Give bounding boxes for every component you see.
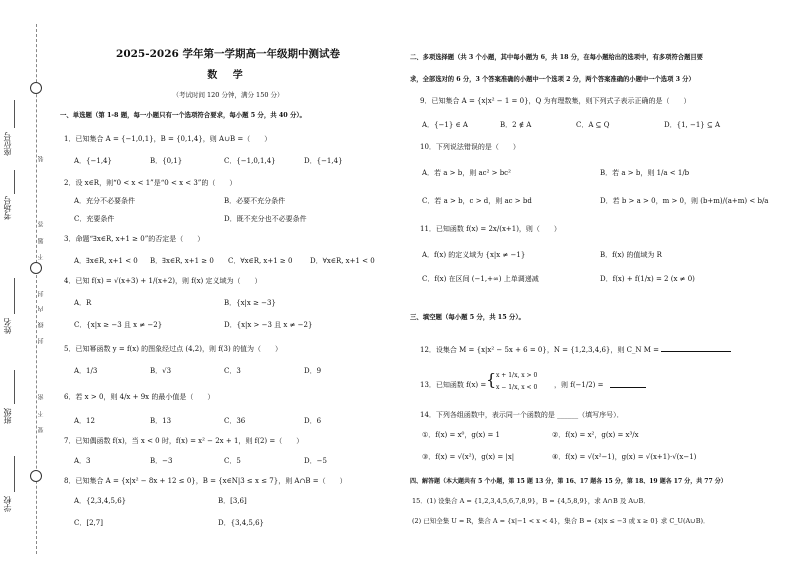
question-10: 10．下列说法错误的是（ ） [420,143,520,151]
option: B．{0,1} [150,157,183,165]
question-14: 14．下列各组函数中，表示同一个函数的是 ______（填写序号）． [420,411,624,419]
option: D．既不充分也不必要条件 [224,215,307,223]
question-13-tail: ，则 f(−1/2) = [554,381,604,389]
binding-strip [0,0,52,566]
question-6: 6．若 x > 0，则 4/x + 9x 的最小值是（ ） [64,393,215,401]
option: B．√3 [150,367,172,375]
question-11: 11．已知函数 f(x) = 2x/(x+1)，则（ ） [420,225,561,233]
question-7: 7．已知偶函数 f(x)，当 x < 0 时，f(x) = x² − 2x + 1，则 f(2) =（ ） [64,437,304,445]
section-heading: 一、单选题（第 1-8 题，每一小题只有一个选项符合要求，每小题 5 分，共 40 分）。 [60,111,306,119]
option: A．3 [74,457,91,465]
answer-blank[interactable] [661,344,731,352]
brace-icon: { [486,370,497,389]
option: B．13 [150,417,172,425]
question-5: 5．已知幂函数 y = f(x) 的图象经过点 (4,2)，则 f(3) 的值为（ ） [64,345,282,353]
option: A．f(x) 的定义域为 {x|x ≠ −1} [422,251,526,259]
exam-title: 2025-2026 学年第一学期高一年级期中测试卷 [116,48,340,60]
option: D．6 [304,417,322,425]
seal-word: 要 [38,421,45,433]
option: B．∃x∈R, x+1 ≥ 0 [150,257,214,265]
question-1: 1．已知集合 A = {−1,0,1}，B = {0,1,4}，则 A∪B =（ ） [64,135,272,143]
question-8: 8．已知集合 A = {x|x² − 8x + 12 ≤ 0}，B = {x∈N|3 ≤ x ≤ 7}，则 A∩B =（ ） [64,477,347,485]
section-heading-cont: 求，全部选对的 6 分，3 个答案准确的小题中一个选项 2 分，两个答案准确的小题中一个选项 3 分） [410,76,695,83]
question-9: 9．已知集合 A = {x|x² − 1 = 0}，Q 为有理数集，则下列式子表示正确的是（ ） [420,97,691,105]
option: C．{−1,0,1,4} [224,157,276,165]
option: A．∃x∈R, x+1 < 0 [74,257,138,265]
name-line [14,278,15,314]
school-label: 学校 [3,496,12,512]
option: ②．f(x) = x²，g(x) = x³/x [552,431,639,439]
section-heading: 二、多项选择题（共 3 个小题，其中每小题为 6，共 18 分，在每小题给出的选项中，有多项符合题目要 [410,54,703,61]
option: A．若 a > b，则 ac² > bc² [422,169,511,177]
subject-title: 数 学 [207,70,249,81]
option: ③．f(x) = √(x²)，g(x) = |x| [422,453,515,461]
seal-word: 封 [38,285,45,297]
option: D．{1, −1} ⊆ A [664,121,721,129]
option: C．f(x) 在区间 (−1,+∞) 上单调递减 [422,275,539,283]
seal-word: 题 [38,232,45,244]
option: C．若 a > b，c > d，则 ac > bd [422,197,532,205]
option: A．{2,3,4,5,6} [74,497,127,505]
option: C．{x|x ≥ −3 且 x ≠ −2} [74,321,163,329]
option: B．若 a > b，则 1/a < 1/b [600,169,690,177]
seal-word: 不 [38,405,45,417]
question-15-1: 15．(1) 设集合 A = {1,2,3,4,5,6,7,8,9}，B = {4,5,8,9}，求 A∩B 及 A∪B． [412,497,650,505]
piece-2: x − 1/x, x < 0 [496,384,538,391]
question-2: 2．设 x∈R，则“0 < x < 1”是“0 < x < 3”的（ ） [64,179,237,187]
seal-word: 密 [38,388,45,400]
option: D．9 [304,367,322,375]
binding-hole-icon [30,82,42,94]
seal-word: 不 [38,248,45,260]
option: C．∀x∈R, x+1 ≥ 0 [228,257,293,265]
option: C．36 [224,417,246,425]
option: D．{−1,4} [304,157,343,165]
exam-room-line [14,170,15,194]
option: A．12 [74,417,95,425]
option: A．1/3 [74,367,98,375]
option: D．f(x) + f(1/x) = 2 (x ≠ 0) [600,275,695,283]
question-13-lead: 13．已知函数 f(x) = [420,381,487,389]
option: C．[2,7] [74,519,103,527]
seal-word: 装 [38,150,45,162]
piece-1: x + 1/x, x > 0 [496,372,538,379]
question-4: 4．已知 f(x) = √(x+3) + 1/(x+2)，则 f(x) 定义域为（ ） [64,277,262,285]
name-label: 姓名 [3,318,12,334]
option: D．{3,4,5,6} [218,519,265,527]
option: D．−5 [304,457,327,465]
option: A．充分不必要条件 [74,197,136,205]
option: B．−3 [150,457,173,465]
question-12-stem: 12．设集合 M = {x|x² − 5x + 6 = 0}，N = {1,2,3,4,6}，则 C_N M = [420,346,660,354]
option: D．若 b > a > 0，m > 0，则 (b+m)/(a+m) < b/a [600,197,769,205]
seat-number-label: 座位号 [3,132,12,156]
school-line [14,456,15,492]
option: B．2 ∉ A [500,121,532,129]
seal-word: 内 [38,300,45,312]
question-12 [420,344,731,355]
option: ④．f(x) = √(x²−1)，g(x) = √(x+1)·√(x−1) [552,453,697,461]
option: C．3 [224,367,241,375]
option: D．{x|x > −3 且 x ≠ −2} [224,321,313,329]
option: B．[3,6] [218,497,247,505]
class-line [14,370,15,404]
seal-word: 线 [38,316,45,328]
seat-number-line [14,100,15,128]
binding-hole-icon [30,470,42,482]
exam-note: （考试时间 120 分钟，满分 150 分） [172,91,284,99]
section-heading: 三、填空题（每小题 5 分，共 15 分）。 [410,313,525,321]
option: C．5 [224,457,241,465]
class-label: 班级 [3,408,12,424]
option: A．R [74,299,92,307]
section-heading: 四、解答题（本大题共有 5 个小题，第 15 题 13 分，第 16、17 题各 15 分，第 18、19 题各 17 分，共 77 分） [410,478,727,485]
answer-blank[interactable] [610,380,646,388]
option: C．充要条件 [74,215,115,223]
option: B．必要不充分条件 [224,197,286,205]
option: C．A ⊆ Q [576,121,610,129]
question-15-2: (2) 已知全集 U = R，集合 A = {x|−1 < x < 4}，集合 B = {x|x ≤ −3 或 x ≥ 0} 求 C_U(A∪B)． [412,517,710,525]
option: B．f(x) 的值域为 R [600,251,662,259]
option: B．{x|x ≥ −3} [224,299,276,307]
binding-hole-icon [30,262,42,274]
seal-word: 答 [38,215,45,227]
option: ①．f(x) = x⁰，g(x) = 1 [422,431,501,439]
option: D．∀x∈R, x+1 < 0 [310,257,375,265]
question-3: 3．命题“∃x∈R, x+1 ≥ 0”的否定是（ ） [64,235,205,243]
option: A．{−1} ∈ A [422,121,468,129]
exam-room-label: 考场号 [3,196,12,220]
option: A．{−1,4} [74,157,112,165]
seal-word: 封 [38,332,45,344]
